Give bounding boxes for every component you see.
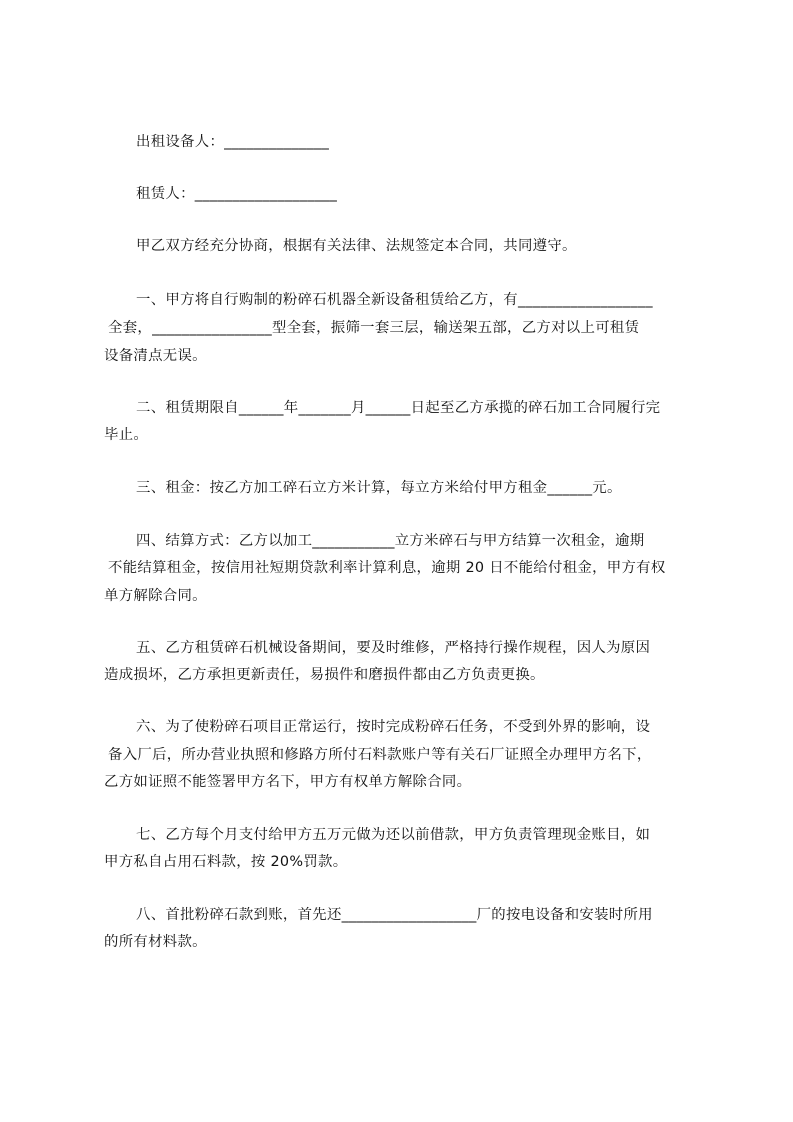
clause-4-line-3: 单方解除合同。 — [104, 588, 207, 604]
clause-8-line-1: 八、首批粉碎石款到账，首先还__________________厂的按电设备和安装时所用 — [136, 907, 653, 923]
clause-6-line-2: 备入厂后，所办营业执照和修路方所付石料款账户等有关石厂证照全办理甲方名下， — [108, 747, 652, 763]
clause-8-line-2: 的所有材料款。 — [104, 934, 207, 950]
clause-5-line-1: 五、乙方租赁碎石机械设备期间，要及时维修，严格持行操作规程，因人为原因 — [136, 640, 651, 656]
lessor-line: 出租设备人：______________ — [136, 134, 330, 150]
clause-4-line-2: 不能结算租金，按信用社短期贷款利率计算利息，逾期 20 日不能给付租金，甲方有权 — [108, 560, 666, 576]
clause-6-line-1: 六、为了使粉碎石项目正常运行，按时完成粉碎石任务，不受到外界的影响，设 — [136, 719, 651, 735]
clause-7-line-2: 甲方私自占用石料款，按 20%罚款。 — [104, 854, 348, 870]
clause-2-line-1: 二、租赁期限自______年_______月______日起至乙方承揽的碎石加工合同履行完 — [136, 400, 661, 416]
preamble: 甲乙双方经充分协商，根据有关法律、法规签定本合同，共同遵守。 — [136, 238, 577, 254]
clause-1-line-3: 设备清点无误。 — [104, 348, 207, 364]
clause-5-line-2: 造成损坏，乙方承担更新责任，易损件和磨损件都由乙方负责更换。 — [104, 667, 545, 683]
clause-3-line-1: 三、租金：按乙方加工碎石立方米计算，每立方米给付甲方租金______元。 — [136, 480, 622, 496]
clause-2-line-2: 毕止。 — [104, 427, 149, 443]
clause-6-line-3: 乙方如证照不能签署甲方名下，甲方有权单方解除合同。 — [104, 774, 472, 790]
clause-7-line-1: 七、乙方每个月支付给甲方五万元做为还以前借款，甲方负责管理现金账目，如 — [136, 827, 651, 843]
clause-4-line-1: 四、结算方式：乙方以加工___________立方米碎石与甲方结算一次租金，逾期 — [136, 533, 645, 549]
clause-1-line-1: 一、甲方将自行购制的粉碎石机器全新设备租赁给乙方，有__________________ — [136, 292, 653, 308]
lessee-line: 租赁人：___________________ — [136, 186, 338, 202]
clause-1-line-2: 全套，________________型全套，振筛一套三层，输送架五部，乙方对以上可租赁 — [108, 320, 640, 336]
